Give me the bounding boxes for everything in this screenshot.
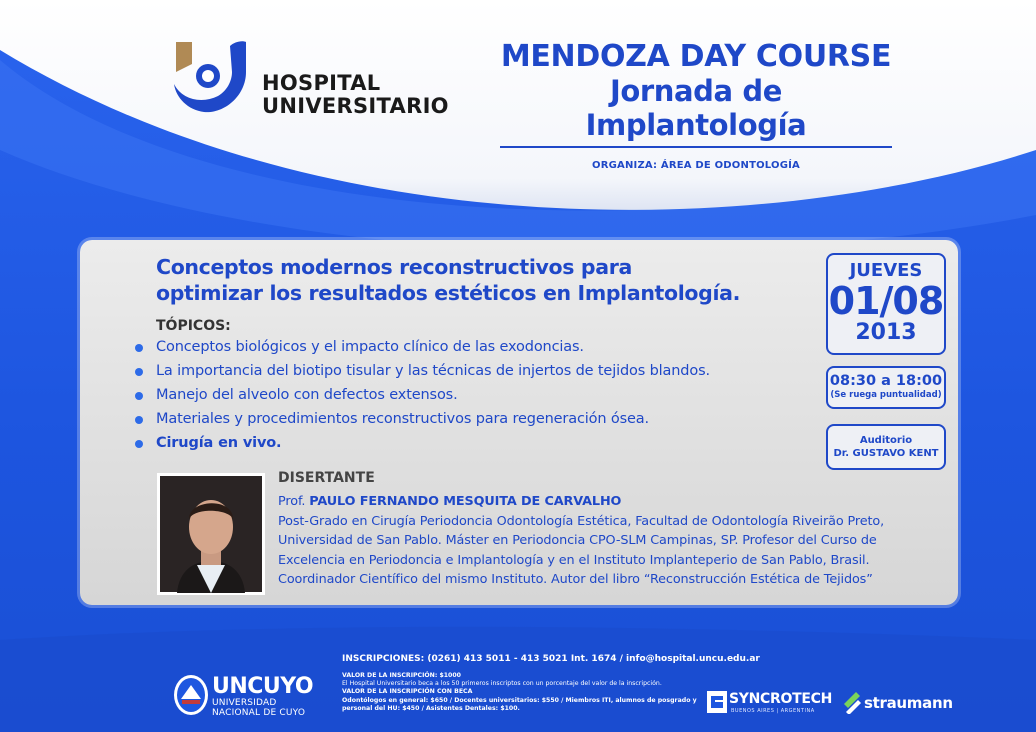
topic-item — [135, 336, 710, 360]
uncuyo-name: UNCUYO — [212, 674, 314, 699]
topic-item — [135, 432, 710, 456]
fee-line: VALOR DE LA INSCRIPCIÓN CON BECA — [342, 688, 473, 696]
bullet-icon — [135, 368, 143, 376]
bio-line: Excelencia en Periodoncia e Implantología y en el Instituto Implanteperio de San Pablo, Brasil. — [278, 552, 870, 568]
uncuyo-seal-icon — [172, 673, 210, 717]
uncuyo-sub1: UNIVERSIDAD — [212, 698, 277, 708]
uncuyo-sub2: NACIONAL DE CUYO — [212, 708, 306, 718]
event-time: 08:30 a 18:00 — [829, 373, 943, 389]
course-title-en: MENDOZA DAY COURSE — [500, 39, 892, 74]
title-divider — [500, 146, 892, 148]
topic-text: Conceptos biológicos y el impacto clínico de las exodoncias. — [156, 339, 584, 355]
fee-info — [342, 672, 697, 713]
hospital-universitario-logo-icon — [172, 38, 262, 118]
topic-text: Manejo del alveolo con defectos extensos. — [156, 387, 458, 403]
speaker-label: DISERTANTE — [278, 470, 375, 486]
organizer-line: ORGANIZA: ÁREA DE ODONTOLOGÍA — [592, 160, 800, 171]
speaker-name: PAULO FERNANDO MESQUITA DE CARVALHO — [309, 494, 622, 509]
topics-title: TÓPICOS: — [156, 318, 231, 334]
speaker-bio — [278, 492, 918, 590]
bio-line: Universidad de San Pablo. Máster en Periodoncia CPO-SLM Campinas, SP. Profesor del Curso de — [278, 533, 877, 548]
bullet-icon — [135, 416, 143, 424]
bio-line: Post-Grado en Cirugía Periodoncia Odontología Estética, Facultad de Odontología Riveirão Preto, — [278, 513, 885, 529]
event-day: JUEVES — [849, 260, 923, 281]
time-box — [826, 366, 946, 409]
fee-line: El Hospital Universitario beca a los 50 primeros inscriptos con un porcentaje del valor de la inscripción. — [342, 680, 662, 688]
speaker-name-line — [278, 492, 918, 512]
bullet-icon — [135, 392, 143, 400]
event-year: 2013 — [855, 320, 917, 345]
headline-line2: optimizar los resultados estéticos en Implantología. — [156, 281, 741, 305]
title-block — [500, 40, 892, 171]
bio-line: Coordinador Científico del mismo Instituto. Autor del libro “Reconstrucción Estética de Tejidos” — [278, 572, 873, 587]
topic-text: Materiales y procedimientos reconstructivos para regeneración ósea. — [156, 411, 649, 427]
syncrotech-logo — [707, 691, 832, 719]
course-title-es: Jornada de Implantología — [585, 74, 807, 142]
syncrotech-name: SYNCROTECH — [729, 691, 832, 707]
topic-item — [135, 360, 710, 384]
topics-list — [135, 336, 710, 456]
topic-text: Cirugía en vivo. — [156, 435, 282, 451]
straumann-mark-icon — [842, 690, 862, 714]
syncrotech-sub: BUENOS AIRES | ARGENTINA — [731, 708, 815, 714]
registration-contact: INSCRIPCIONES: (0261) 413 5011 - 413 5021 Int. 1674 / info@hospital.uncu.edu.ar — [342, 654, 760, 664]
topic-text: La importancia del biotipo tisular y las técnicas de injertos de tejidos blandos. — [156, 363, 710, 379]
bullet-icon — [135, 344, 143, 352]
topic-item — [135, 408, 710, 432]
hospital-name-line2: UNIVERSITARIO — [262, 94, 449, 118]
event-time-note: (Se ruega puntualidad) — [830, 390, 942, 400]
bullet-icon — [135, 440, 143, 448]
headline-line1: Conceptos modernos reconstructivos para — [156, 255, 632, 279]
fee-line: personal del HU: $450 / Asistentes Dentales: $100. — [342, 704, 520, 712]
course-headline — [156, 254, 816, 306]
hospital-name — [262, 72, 449, 118]
event-date: 01/08 — [828, 279, 944, 323]
straumann-name: straumann — [864, 694, 953, 712]
fee-line: VALOR DE LA INSCRIPCIÓN: $1000 — [342, 672, 461, 679]
hospital-name-line1: HOSPITAL — [262, 71, 381, 95]
fee-line: Odontólogos en general: $650 / Docentes universitarios: $550 / Miembros ITI, alumnos de posgrado y — [342, 696, 697, 704]
venue-line1: Auditorio — [859, 435, 913, 446]
venue-box — [826, 424, 946, 470]
speaker-prefix: Prof. — [278, 494, 306, 509]
venue-line2: Dr. GUSTAVO KENT — [833, 448, 939, 459]
syncrotech-mark-icon — [707, 691, 727, 713]
speaker-photo — [157, 473, 265, 595]
uncuyo-wordmark — [212, 676, 313, 718]
date-box — [826, 253, 946, 355]
topic-item — [135, 384, 710, 408]
straumann-logo — [842, 690, 962, 718]
